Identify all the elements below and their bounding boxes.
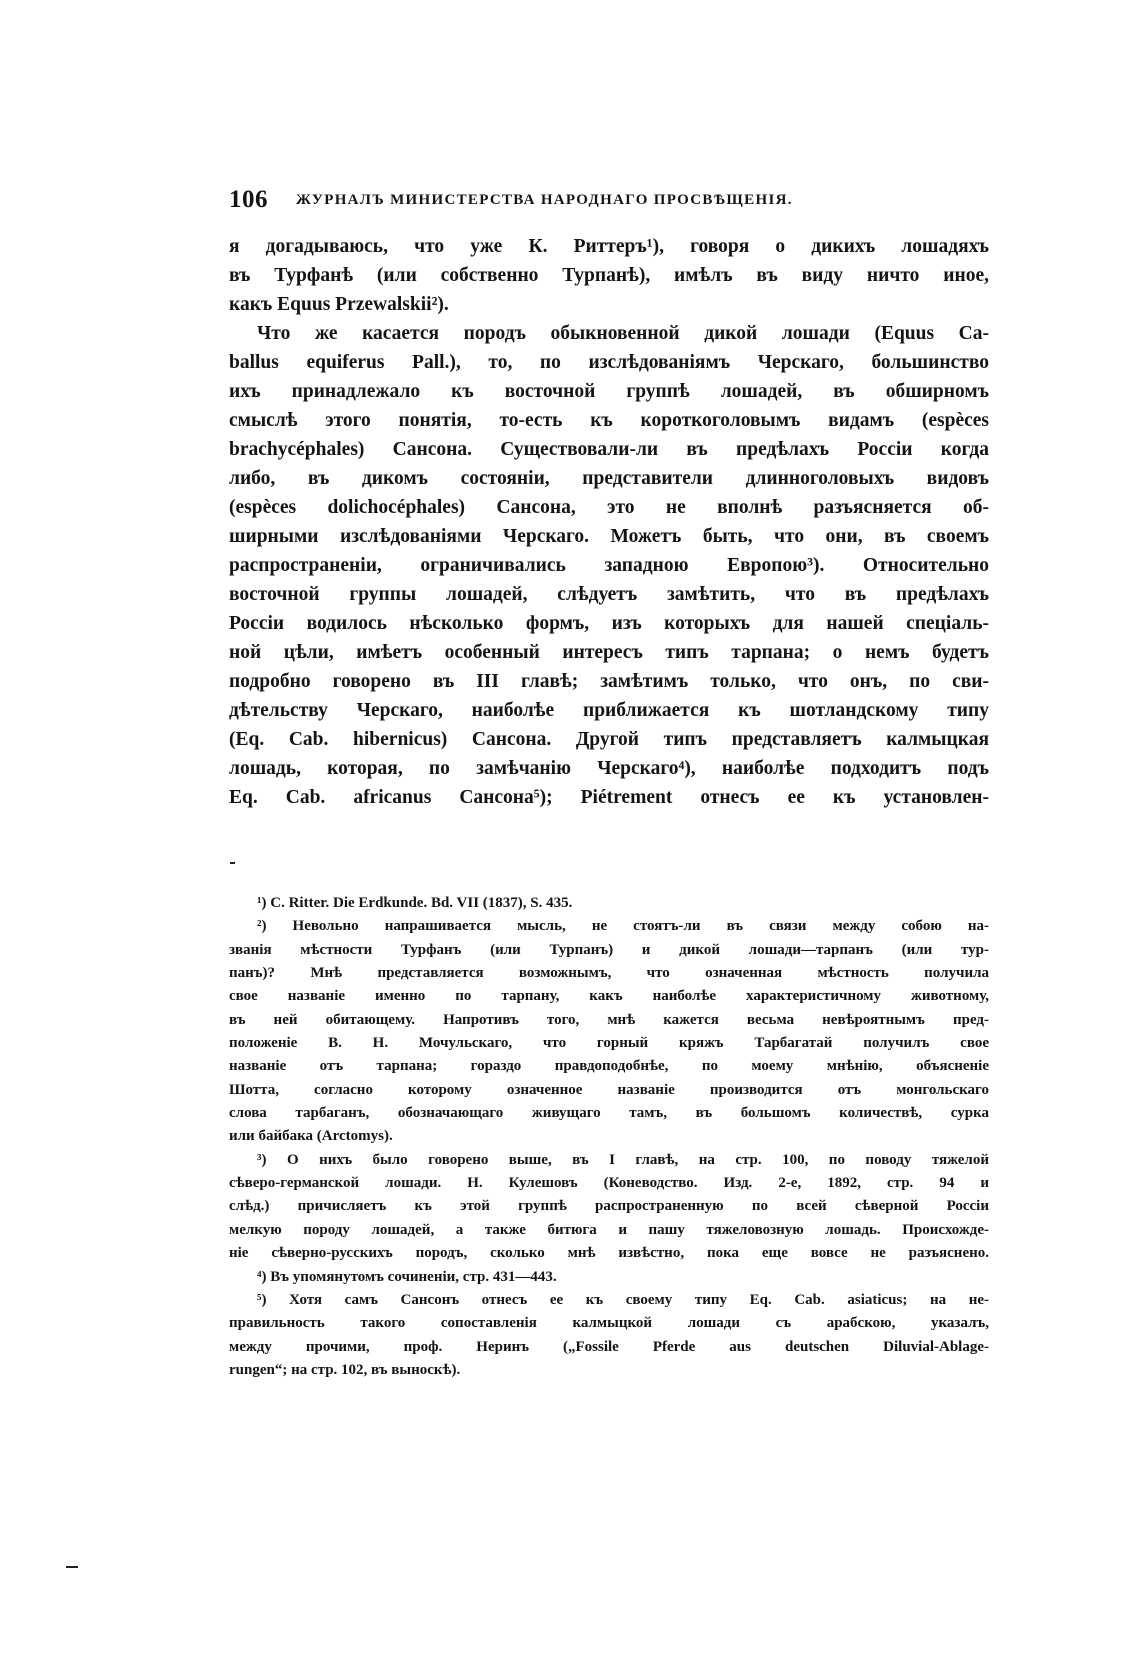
text-line: ихъ принадлежало къ восточной группѣ лошадей, въ обширномъ <box>229 381 989 402</box>
footnote-line: свое названіе именно по тарпану, какъ наиболѣе характеристичному животному, <box>229 988 989 1005</box>
footnote-line: ніе сѣверно-русскихъ породъ, сколько мнѣ извѣстно, пока еще вовсе не разъяснено. <box>229 1245 989 1262</box>
text-line: ной цѣли, имѣетъ особенный интересъ типъ тарпана; о немъ будетъ <box>229 642 989 663</box>
footnote-line: въ ней обитающему. Напротивъ того, мнѣ кажется весьма невѣроятнымъ пред- <box>229 1011 989 1028</box>
footnotes <box>229 892 989 1382</box>
footnote-line: названіе отъ тарпана; гораздо правдоподобнѣе, по моему мнѣнію, объясненіе <box>229 1058 989 1075</box>
text-line: (Eq. Cab. hibernicus) Сансона. Другой типъ представляетъ калмыцкая <box>229 729 989 750</box>
text-line: Что же касается породъ обыкновенной дикой лошади (Equus Ca- <box>257 323 989 344</box>
main-text <box>229 232 989 812</box>
text-line: восточной группы лошадей, слѣдуетъ замѣтить, что въ предѣлахъ <box>229 584 989 605</box>
footnote-line: положеніе В. Н. Мочульскаго, что горный кряжъ Тарбагатай получилъ свое <box>229 1035 989 1052</box>
footnote-line: между прочими, проф. Неринъ („Fossile Pferde aus deutschen Diluvial-Ablage- <box>229 1338 989 1355</box>
footnote-line: правильность такого сопоставленія калмыцкой лошади съ арабскою, указалъ, <box>229 1315 989 1332</box>
footnote-line: ¹) C. Ritter. Die Erdkunde. Bd. VII (1837), S. 435. <box>257 895 573 911</box>
text-line: brachycéphales) Сансона. Существовали-ли въ предѣлахъ Россіи когда <box>229 439 989 460</box>
footnote-line: или байбака (Arctomys). <box>229 1128 393 1145</box>
footnote-line: rungen“; на стр. 102, въ выноскѣ). <box>229 1361 461 1378</box>
text-line: смыслѣ этого понятія, то-есть къ короткоголовымъ видамъ (espèces <box>229 410 989 431</box>
footnote-line: сѣверо-германской лошади. Н. Кулешовъ (Коневодство. Изд. 2-е, 1892, стр. 94 и <box>229 1175 989 1192</box>
footnote-line: званія мѣстности Турфанъ (или Турпанъ) и дикой лошади—тарпанъ (или тур- <box>229 941 989 958</box>
text-line: ballus equiferus Pall.), то, по изслѣдованіямъ Черскаго, большинство <box>229 352 989 373</box>
footnote-line: ⁵) Хотя самъ Сансонъ отнесъ ее къ своему типу Eq. Cab. asiaticus; на не- <box>257 1291 989 1308</box>
text-line: я догадываюсь, что уже К. Риттеръ¹), говоря о дикихъ лошадяхъ <box>229 236 989 257</box>
footnote-line: слова тарбаганъ, обозначающаго живущаго тамъ, въ большомъ количествѣ, сурка <box>229 1105 989 1122</box>
text-line: (espèces dolichocéphales) Сансона, это не вполнѣ разъясняется об- <box>229 497 989 518</box>
text-line: дѣтельству Черскаго, наиболѣе приближается къ шотландскому типу <box>229 700 989 721</box>
footnote-line: панъ)? Мнѣ представляется возможнымъ, что означенная мѣстность получила <box>229 965 989 982</box>
text-line: распространеніи, ограничивались западною Европою³). Относительно <box>229 555 989 576</box>
text-line: Eq. Cab. africanus Сансона⁵); Piétrement отнесъ ее къ установлен- <box>229 787 989 808</box>
text-line: ширными изслѣдованіями Черскаго. Можетъ быть, что они, въ своемъ <box>229 526 989 547</box>
text-line: Россіи водилось нѣсколько формъ, изъ которыхъ для нашей спеціаль- <box>229 613 989 634</box>
text-line: подробно говорено въ III главѣ; замѣтимъ только, что онъ, по сви- <box>229 671 989 692</box>
page-number: 106 <box>229 186 268 213</box>
footnote-line: слѣд.) причисляетъ къ этой группѣ распространенную по всей сѣверной Россіи <box>229 1198 989 1215</box>
footnote-line: ⁴) Въ упомянутомъ сочиненіи, стр. 431—443. <box>257 1268 557 1285</box>
footnote-line: ³) О нихъ было говорено выше, въ I главѣ, на стр. 100, по поводу тяжелой <box>257 1151 989 1168</box>
footnote-line: ²) Невольно напрашивается мысль, не стоятъ-ли въ связи между собою на- <box>257 918 989 935</box>
text-line: либо, въ дикомъ состояніи, представители длинноголовыхъ видовъ <box>229 468 989 489</box>
margin-mark <box>66 1566 78 1568</box>
text-line: въ Турфанѣ (или собственно Турпанѣ), имѣлъ въ виду ничто иное, <box>229 265 989 286</box>
text-line: лошадь, которая, по замѣчанію Черскаго⁴), наиболѣе подходитъ подъ <box>229 758 989 779</box>
text-line: какъ Equus Przewalskii²). <box>229 294 449 315</box>
footnote-line: Шотта, согласно которому означенное названіе производится отъ монгольскаго <box>229 1081 989 1098</box>
footnote-separator-mark <box>230 862 235 864</box>
page-header <box>229 186 989 218</box>
running-title: ЖУРНАЛЪ МИНИСТЕРСТВА НАРОДНАГО ПРОСВѢЩЕНІЯ. <box>296 192 793 208</box>
footnote-line: мелкую породу лошадей, а также битюга и пашу тяжеловозную лошадь. Происхожде- <box>229 1221 989 1238</box>
